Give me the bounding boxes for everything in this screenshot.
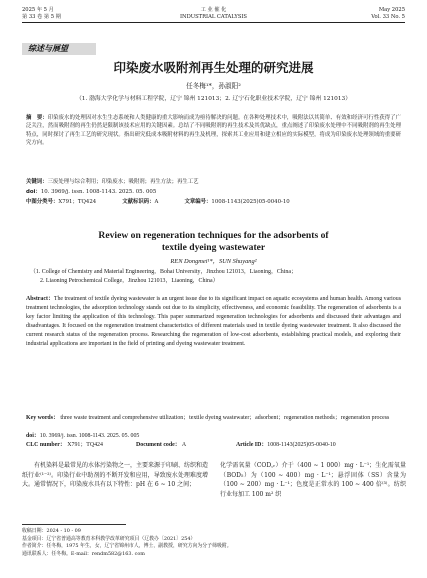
english-affiliation-line2: 2. Liaoning Petrochemical College，Jinzhou 121013，Liaoning，China） [40, 277, 219, 284]
chinese-keywords [26, 178, 401, 186]
header-journal-name [22, 7, 405, 20]
doc-code-label-cn: 文献标识码： [122, 199, 155, 205]
article-id-cn: 1008-1143(2025)05-0040-10 [211, 199, 290, 205]
footnote-author-bio: 作者简介：任冬梅，1975 年生，女，辽宁省锦州市人，博士，副教授，研究方向为分子筛吸附。 [22, 543, 232, 550]
footnote [22, 528, 405, 558]
keywords-label-en: Key words： [26, 415, 59, 421]
doi-text-en: 10. 3969/j. issn. 1008-1143. 2025. 05. 005 [39, 433, 140, 439]
english-title-line2: textile dyeing wastewater [161, 242, 266, 253]
chinese-title: 印染废水吸附剂再生处理的研究进展 [113, 60, 314, 75]
running-header [22, 7, 405, 25]
header-rule [22, 22, 405, 23]
body-column-left [22, 461, 208, 490]
abstract-label-en: Abstract： [26, 296, 54, 302]
header-date-cn: 2025 年 5 月 [22, 7, 54, 13]
article-id-label-cn: 文章编号： [184, 199, 212, 205]
english-title [0, 230, 427, 254]
chinese-doi [26, 188, 401, 196]
clc-label-cn: 中图分类号： [26, 199, 59, 205]
section-tag: 综述与展望 [22, 43, 96, 55]
header-date-volume-en [371, 7, 405, 20]
doc-code-en: A [181, 442, 187, 448]
keywords-text-cn: 三废处理与综合利用；印染废水；吸附剂；再生方法；再生工艺 [47, 179, 199, 185]
english-abstract [26, 295, 401, 349]
journal-name-en: INDUSTRIAL CATALYSIS [180, 13, 247, 20]
footnote-rule [22, 524, 126, 525]
clc-text-cn: X791；TQ424 [58, 199, 97, 205]
body-paragraph-left: 有机染料是最常见的水体污染物之一，主要来源于印刷、纺织和造纸行业⁽¹⁻²⁾。印染行业中助剂的不断开发和应用，导致废水处理难度增大。通常情况下，印染废水具有以下特性：pH 在 6 ~ 10 之间； [22, 462, 209, 489]
header-date-en: May 2025 [378, 7, 405, 13]
doc-code-label-en: Document code： [136, 442, 181, 448]
abstract-label-cn: 摘 要： [26, 115, 48, 121]
body-column-right [220, 461, 406, 499]
english-doi [26, 432, 401, 441]
clc-label-en: CLC number： [26, 442, 66, 448]
doi-label-cn: doi： [26, 189, 41, 195]
english-affiliation [30, 268, 397, 285]
footnote-contact: 通讯联系人：任冬梅。E-mail：rendm582@163. com [22, 550, 145, 557]
doc-code-cn: A [154, 199, 159, 205]
english-title-line1: Review on regeneration techniques for the adsorbents of [98, 230, 329, 241]
chinese-classification [26, 198, 401, 206]
abstract-text-en: The treatment of textile dyeing wastewater is an urgent issue due to its significant impact on aquatic ecosystems and human health. Among various treatment technologies, the adsorption technology stands out due to its simplicity, effectiveness, and economic feasibility. The regeneration of adsorbents is a key factor limiting the application of this technology. This paper summarized regeneration technologies for adsorbents and discussed their advantages and disadvantages. It focused on the regeneration treatment characteristics of different materials used in textile dyeing wastewater treatment. It also discussed the current research status of the regeneration process. Researching the regeneration of low-cost adsorbents, establishing practical models, and exploring their industrial applications are important in the field of printing and dyeing wastewater treatment. [26, 296, 401, 347]
abstract-text-cn: 印染废水的处理因对水生生态系统和人类健康的重大影响而成为亟待解决的问题。在各种处理技术中，吸附法以其简单、有效和经济可行性获得了广泛关注，然而吸附剂的再生仍然是限制该技术应用的关键因素。总结了不同吸附剂的再生技术及其优缺点，重点阐述了印染废水处理中不同吸附剂的再生处理特点，同时探讨了再生工艺的研究现状。指出研究低成本吸附材料的再生及机理，探索其工业应用和建立相应的实际模型，将成为印染废水处理领域的重要研究方向。 [26, 115, 401, 147]
keywords-label-cn: 关键词： [26, 179, 48, 185]
header-volume-cn: 第 33 卷 第 5 期 [22, 13, 61, 20]
doi-label-en: doi： [26, 433, 40, 439]
journal-name-cn: 工 业 催 化 [200, 7, 227, 13]
english-keywords [26, 414, 401, 423]
body-paragraph-right: 化学需氧量（COD꜀ᵣ）介于（400 ~ 1 000）mg · L⁻¹；生化需氧量（BOD₅）为（100 ~ 400）mg · L⁻¹；悬浮固体（SS）含量为（100 ~ 200）mg · L⁻¹；色度是正常水的 100 ~ 400 倍⁽³⁾。纺织行业每加工 100 m² 织 [220, 462, 406, 498]
footnote-fund: 基金项目：辽宁省普通高等教育本科教学改革研究项目（辽教办〔2021〕254） [22, 535, 196, 542]
english-classification [26, 441, 401, 450]
header-volume-en: Vol. 33 No. 5 [371, 13, 405, 20]
english-affiliation-line1: （1. College of Chemistry and Material Engineering，Bohai University，Jinzhou 121013，Liaoning，China； [30, 269, 297, 275]
chinese-authors: 任冬梅¹*，孙淑阳² [186, 82, 241, 90]
footnote-received: 收稿日期：2024 - 10 - 09 [22, 528, 81, 534]
doi-text-cn: 10. 3969/j. issn. 1008-1143. 2025. 05. 005 [40, 189, 157, 195]
clc-text-en: X791；TQ424 [67, 442, 103, 448]
article-id-en: 1008-1143(2025)05-0040-10 [267, 442, 336, 448]
english-authors: REN Dongmei¹*，SUN Shuyang² [170, 258, 257, 265]
chinese-abstract [26, 114, 401, 148]
keywords-text-en: three waste treatment and comprehensive utilization；textile dyeing wastewater；adsorbent；regeneration methods；regeneration process [60, 415, 390, 421]
article-id-label-en: Article ID： [236, 442, 268, 448]
chinese-affiliation: （1. 渤海大学化学与材料工程学院，辽宁 锦州 121013；2. 辽宁石化职业技术学院，辽宁 锦州 121013） [75, 96, 352, 102]
